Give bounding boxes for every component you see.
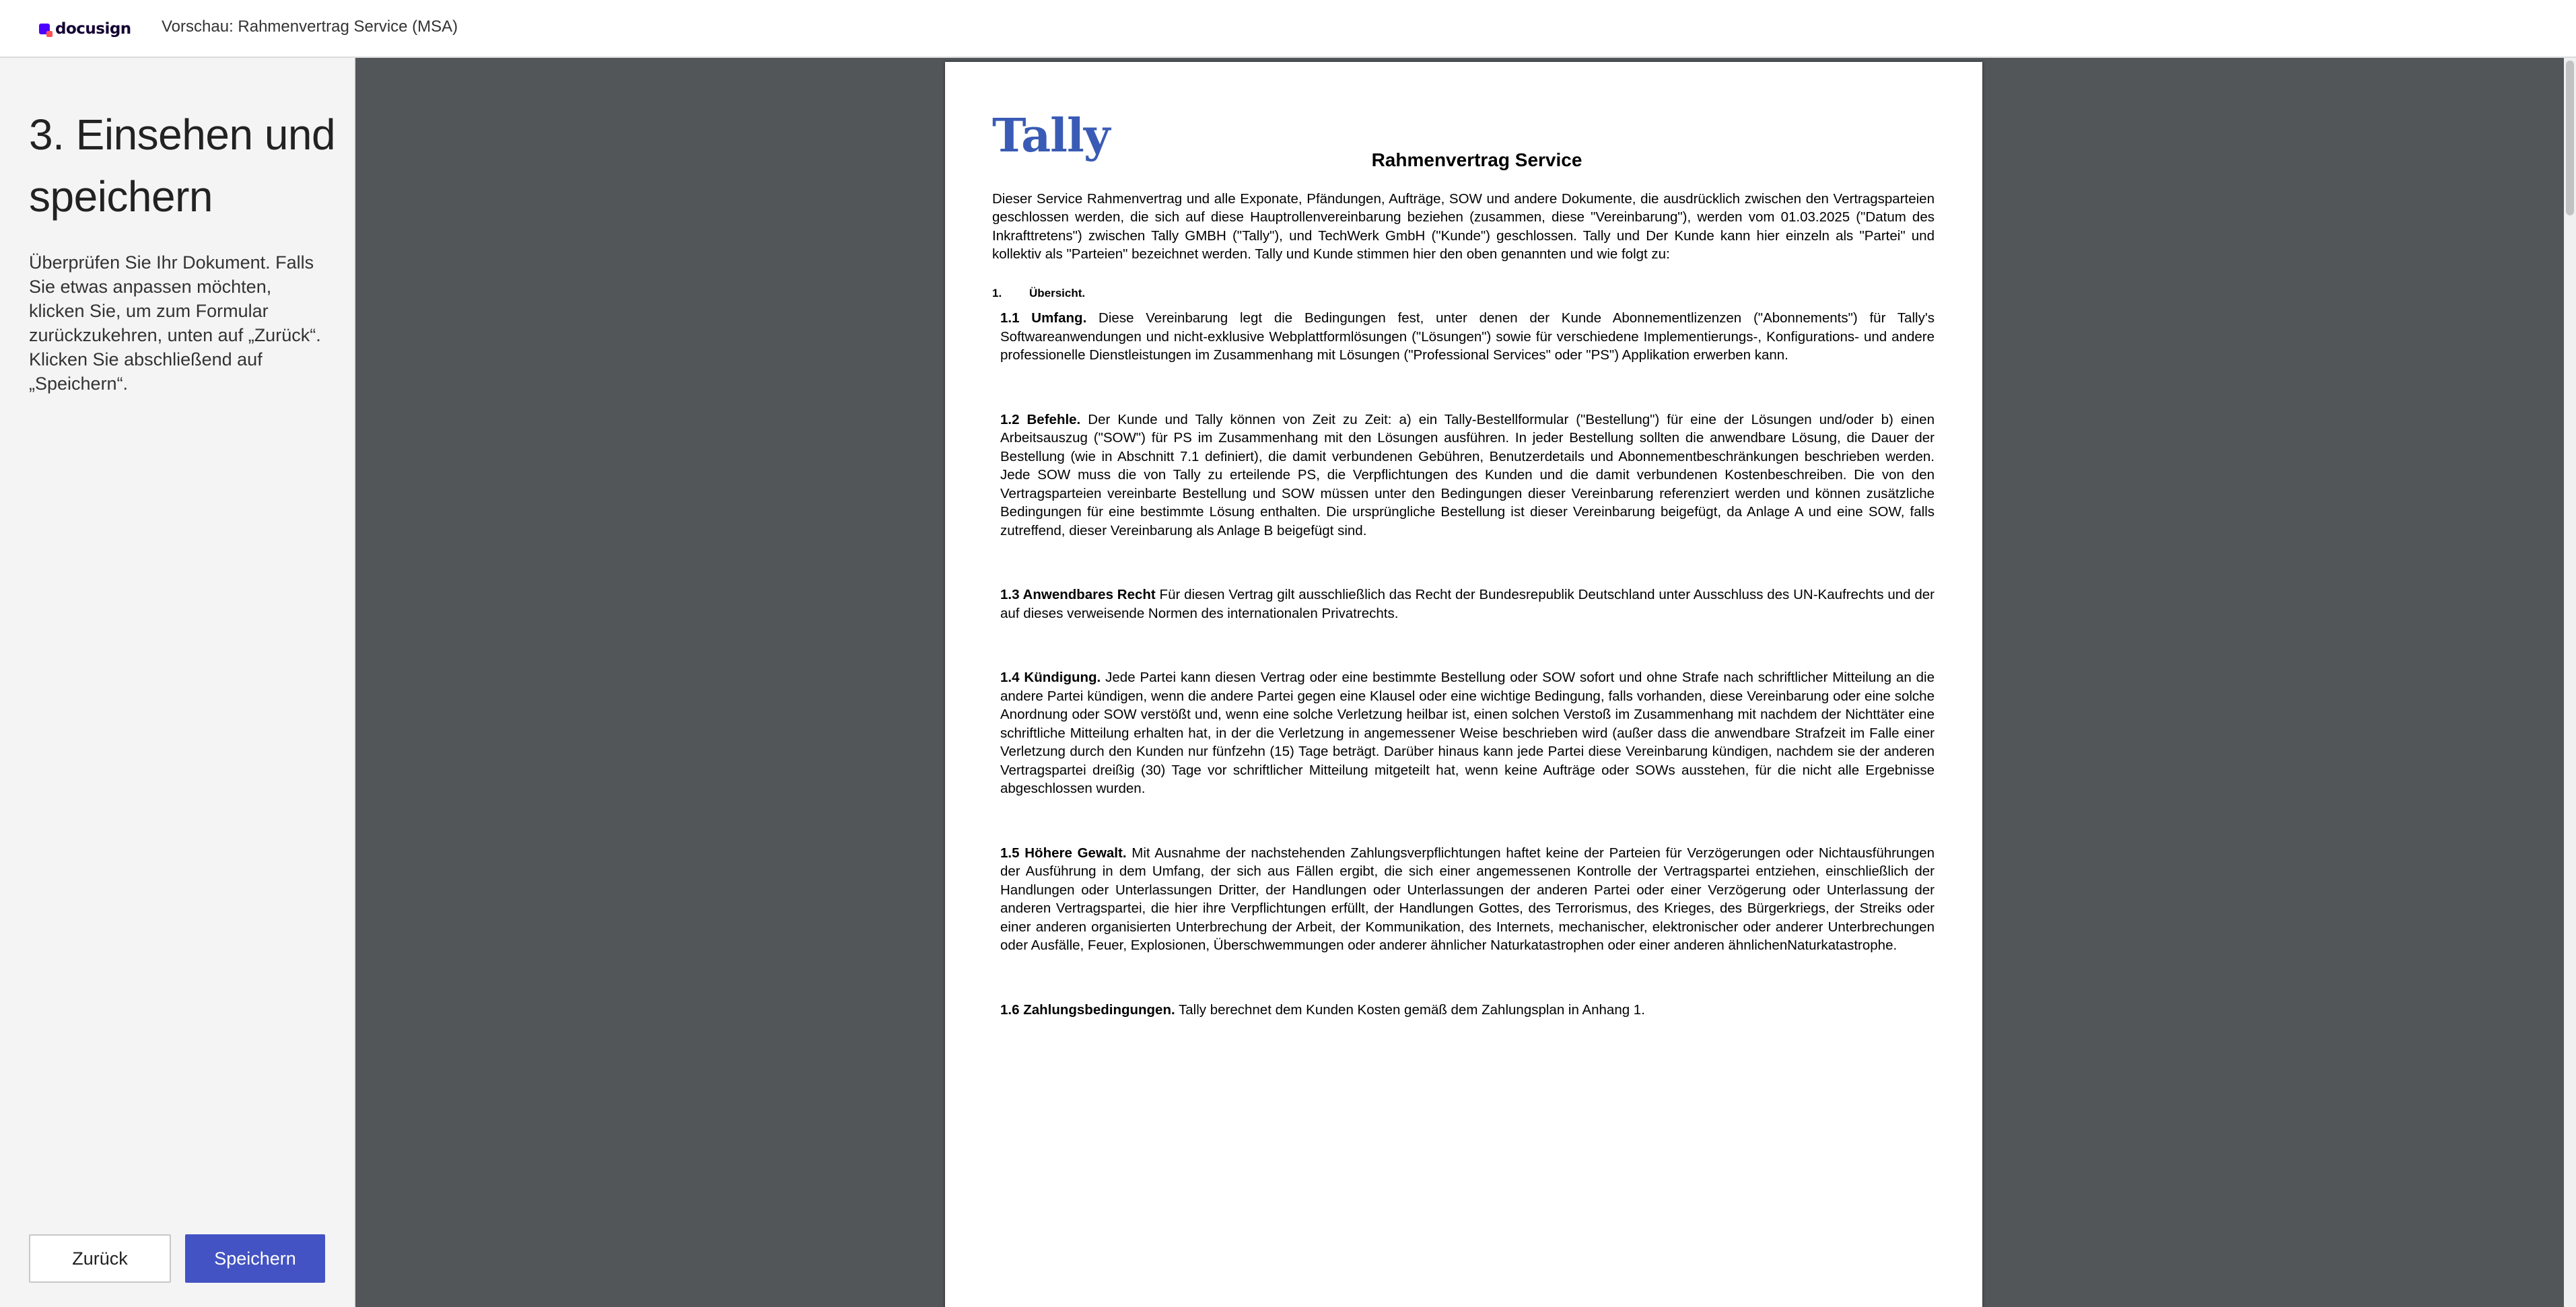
scrollbar-thumb[interactable] xyxy=(2566,61,2574,215)
document-page xyxy=(945,62,1982,1307)
contract-intro: Dieser Service Rahmenvertrag und alle Exponate, Pfändungen, Aufträge, SOW und andere Dokumente, die ausdrücklich zwischen den Vertragsparteien geschlossen werden, die sich auf diese Hauptrollenvereinbarung beziehen (zusammen, diese "Vereinbarung"), werden vom 01.03.2025 ("Datum des Inkrafttretens") zwischen Tally GMBH ("Tally"), und TechWerk GmbH ("Kunde") geschlossen. Tally und Der Kunde kann hier einzeln als "Partei" und kollektiv als "Parteien" bezeichnet werden. Tally und Kunde stimmen hier den oben genannten und wie folgt zu: xyxy=(992,190,1935,262)
save-button[interactable]: Speichern xyxy=(185,1234,325,1283)
clause-text: Für diesen Vertrag gilt ausschließlich das Recht der Bundesrepublik Deutschland unter Ausschluss des UN-Kaufrechts und der auf dieses verweisende Normen des internationalen Privatrechts. xyxy=(1000,587,1935,621)
clause-text: Der Kunde und Tally können von Zeit zu Zeit: a) ein Tally-Bestellformular ("Bestellung") für eine der Lösungen und/oder b) einen Arbeitsauszug ("SOW") für PS im Zusammenhang mit den Lösungen ausführen. In jeder Bestellung sollten die anwendbare Lösung, die Dauer der Bestellung (wie in Abschnitt 7.1 definiert), die damit verbundenen Gebühren, Benutzerdetails und Abonnementbeschränkungen beschrieben werden. Jede SOW muss die von Tally zu erteilende PS, die Verpflichtungen des Kunden und die damit verbundenen Kostenbeschreiben. Die von den Vertragsparteien vereinbarte Bestellung und SOW müssen unter den Bedingungen dieser Vereinbarung referenziert werden und können zusätzliche Bedingungen für eine bestimmte Lösung enthalten. Die ursprüngliche Bestellung ist dieser Vereinbarung beigefügt, da Anlage A und eine SOW, falls zutreffend, dieser Vereinbarung als Anlage B beigefügt sind. xyxy=(1000,411,1935,538)
clause-heading: 1.4 Kündigung. xyxy=(1000,670,1101,685)
clause-heading: 1.1 Umfang. xyxy=(1000,310,1087,326)
clause-1-6 xyxy=(1000,1001,1935,1020)
top-bar xyxy=(0,0,2576,58)
page-content xyxy=(992,109,1935,1065)
clause-1-4 xyxy=(1000,668,1935,798)
clause-1-1 xyxy=(1000,309,1935,365)
clause-text: Tally berechnet dem Kunden Kosten gemäß dem Zahlungsplan in Anhang 1. xyxy=(1175,1001,1645,1018)
clause-1-2 xyxy=(1000,411,1935,540)
clause-text: Diese Vereinbarung legt die Bedingungen fest, unter denen der Kunde Abonnementlizenzen ("Abonnements") für Tally's Softwareanwendungen und nicht-exklusive Webplattformlösungen ("Lösungen") sowie für verschiedene Implementierungs-, Konfigurations- und andere professionelle Dienstleistungen im Zusammenhang mit Lösungen ("Professional Services" oder "PS") Applikation erwerben kann. xyxy=(1000,310,1935,363)
docusign-logo-icon xyxy=(39,24,50,34)
clause-text: Mit Ausnahme der nachstehenden Zahlungsverpflichtungen haftet keine der Parteien für Verzögerungen oder Nichtausführungen der Ausführung in dem Umfang, der sich aus Fällen ergibt, die sich einer angemessenen Kontrolle der Vertragspartei entziehen, einschließlich der Handlungen oder Unterlassungen Dritter, der Handlungen oder Unterlassungen der anderen Partei oder einer Verzögerung oder Unterlassung der anderen Vertragspartei, die hier ihre Verpflichtungen erfüllt, der Handlungen Gottes, des Terrorismus, des Krieges, des Bürgerkriegs, der Streiks oder einer anderen organisierten Unterbrechung der Arbeit, der Kommunikation, des Internets, mechanischer, elektronischer oder anderer Unterbrechungen oder Ausfälle, Feuer, Explosionen, Überschwemmungen oder anderer ähnlicher Naturkatastrophen oder einer anderen ähnlichenNaturkatastrophe. xyxy=(1000,845,1935,953)
contract-title: Rahmenvertrag Service xyxy=(1371,149,1582,170)
clause-1-5 xyxy=(1000,844,1935,955)
clause-1-3 xyxy=(1000,586,1935,623)
tally-logo: Tally xyxy=(992,109,1110,163)
step-title: 3. Einsehen und speichern xyxy=(29,110,336,221)
back-button[interactable]: Zurück xyxy=(29,1234,171,1283)
section-number: 1. xyxy=(992,286,1002,299)
clause-text: Jede Partei kann diesen Vertrag oder eine bestimmte Bestellung oder SOW sofort und ohne Strafe nach schriftlicher Mitteilung an die andere Partei kündigen, wenn die andere Partei gegen eine Klausel oder eine wichtige Bedingung, falls vorhanden, diese Vereinbarung oder eine solche Anordnung oder SOW verstößt und, wenn eine solche Verletzung heilbar ist, einen solchen Verstoß im Zusammenhang mit nachdem der Nichttäter eine schriftliche Mitteilung erhalten hat, in der die Verletzung in angemessener Weise beschrieben wird (außer dass die anwendbare Strafzeit im Falle einer Verletzung durch den Kunden nur fünfzehn (15) Tage beträgt. Darüber hinaus kann jede Partei diese Vereinbarung kündigen, nachdem sie der anderen Vertragspartei dreißig (30) Tage vor schriftlicher Mitteilung mitgeteilt hat, wenn keine Aufträge oder SOWs ausstehen, für die nicht alle Ergebnisse abgeschlossen wurden. xyxy=(1000,670,1935,796)
document-viewer[interactable] xyxy=(355,58,2576,1307)
clause-heading: 1.5 Höhere Gewalt. xyxy=(1000,845,1127,861)
clause-heading: 1.6 Zahlungsbedingungen. xyxy=(1000,1001,1175,1018)
brand-name: docusign xyxy=(55,20,131,38)
step-description: Überprüfen Sie Ihr Dokument. Falls Sie etwas anpassen möchten, klicken Sie, um zum Formular zurückzukehren, unten auf „Zurück“. Klicken Sie abschließend auf „Speichern“. xyxy=(29,252,321,394)
clause-heading: 1.3 Anwendbares Recht xyxy=(1000,587,1156,602)
sidebar xyxy=(0,58,355,1307)
preview-title: Vorschau: Rahmenvertrag Service (MSA) xyxy=(162,17,458,36)
section-heading xyxy=(992,284,1935,303)
viewer-scrollbar[interactable] xyxy=(2564,58,2576,1307)
clause-heading: 1.2 Befehle. xyxy=(1000,411,1081,427)
docusign-logo xyxy=(39,19,131,39)
section-title: Übersicht. xyxy=(1029,286,1086,299)
